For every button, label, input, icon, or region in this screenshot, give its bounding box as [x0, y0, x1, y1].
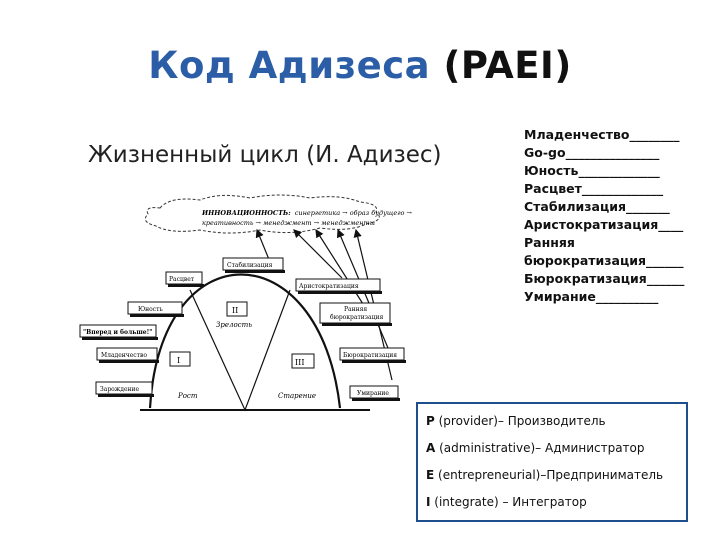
stage-item: Бюрократизация______	[524, 271, 685, 286]
stage-item: Ранняя	[524, 235, 575, 250]
arrow-to-cloud	[257, 230, 270, 262]
svg-text:бюрократизация: бюрократизация	[330, 314, 384, 321]
title-code: (PAEI)	[443, 44, 572, 87]
stage-item: Младенчество________	[524, 127, 680, 142]
numeral-two	[227, 302, 247, 316]
box-bureaucracy	[340, 348, 406, 363]
svg-text:Юность: Юность	[138, 306, 163, 313]
numeral-three	[292, 354, 314, 368]
box-aristocracy	[296, 279, 382, 294]
svg-text:II: II	[232, 306, 239, 315]
page-title	[0, 44, 720, 87]
box-youth	[128, 302, 184, 317]
box-stabilization	[223, 258, 285, 273]
zone-growth: Рост	[178, 392, 198, 400]
stage-item: Стабилизация_______	[524, 199, 670, 214]
legend-item-a: A (administrative)– Администратор	[426, 441, 645, 455]
cloud-text-2: креативность → менеджмент → менеджменты	[202, 219, 375, 227]
stage-item: Умирание__________	[524, 289, 659, 304]
legend-item-p: P (provider)– Производитель	[426, 414, 606, 428]
box-gogo	[80, 325, 158, 340]
svg-text:Бюрократизация: Бюрократизация	[343, 352, 398, 359]
cloud-bold: ИННОВАЦИОННОСТЬ:	[202, 209, 291, 217]
paei-legend	[416, 402, 688, 522]
box-infancy	[97, 348, 159, 363]
svg-text:Умирание: Умирание	[357, 390, 389, 397]
lifecycle-diagram	[70, 190, 420, 430]
svg-text:Расцвет: Расцвет	[169, 276, 195, 283]
svg-text:Младенчество: Младенчество	[101, 352, 147, 359]
stage-item: Юность_____________	[524, 163, 660, 178]
svg-text:ИННОВАЦИОННОСТЬ: синергети	[201, 209, 412, 217]
svg-text:"Вперед и больше!": "Вперед и больше!"	[83, 329, 153, 336]
cloud-text-1: синергетика → образ будущего →	[294, 209, 412, 217]
box-courtship	[96, 382, 154, 397]
svg-text:I: I	[177, 356, 181, 365]
legend-item-i: I (integrate) – Интегратор	[426, 495, 587, 509]
numeral-one	[170, 352, 190, 366]
stage-item: Расцвет_____________	[524, 181, 664, 196]
legend-item-e: E (entrepreneurial)–Предприниматель	[426, 468, 664, 482]
lifecycle-curve	[150, 275, 340, 409]
stage-item: бюрократизация______	[524, 253, 684, 268]
box-death	[350, 386, 400, 401]
stage-item: Go-go_______________	[524, 145, 660, 160]
svg-text:Ранняя: Ранняя	[344, 306, 368, 313]
diagram-subtitle: Жизненный цикл (И. Адизес)	[88, 142, 442, 168]
svg-text:Зарождение: Зарождение	[100, 386, 140, 393]
svg-text:Стабилизация: Стабилизация	[227, 262, 273, 269]
title-main: Код Адизеса	[148, 44, 431, 87]
arrow-to-cloud	[294, 230, 342, 278]
svg-text:Аристократизация: Аристократизация	[299, 283, 359, 290]
zone-maturity: Зрелость	[216, 321, 253, 329]
stage-list	[524, 126, 694, 306]
stage-item: Аристократизация____	[524, 217, 684, 232]
zone-aging: Старение	[278, 392, 317, 400]
box-prime	[166, 272, 204, 287]
svg-text:III: III	[295, 358, 305, 367]
box-early-bureaucracy	[320, 303, 392, 326]
